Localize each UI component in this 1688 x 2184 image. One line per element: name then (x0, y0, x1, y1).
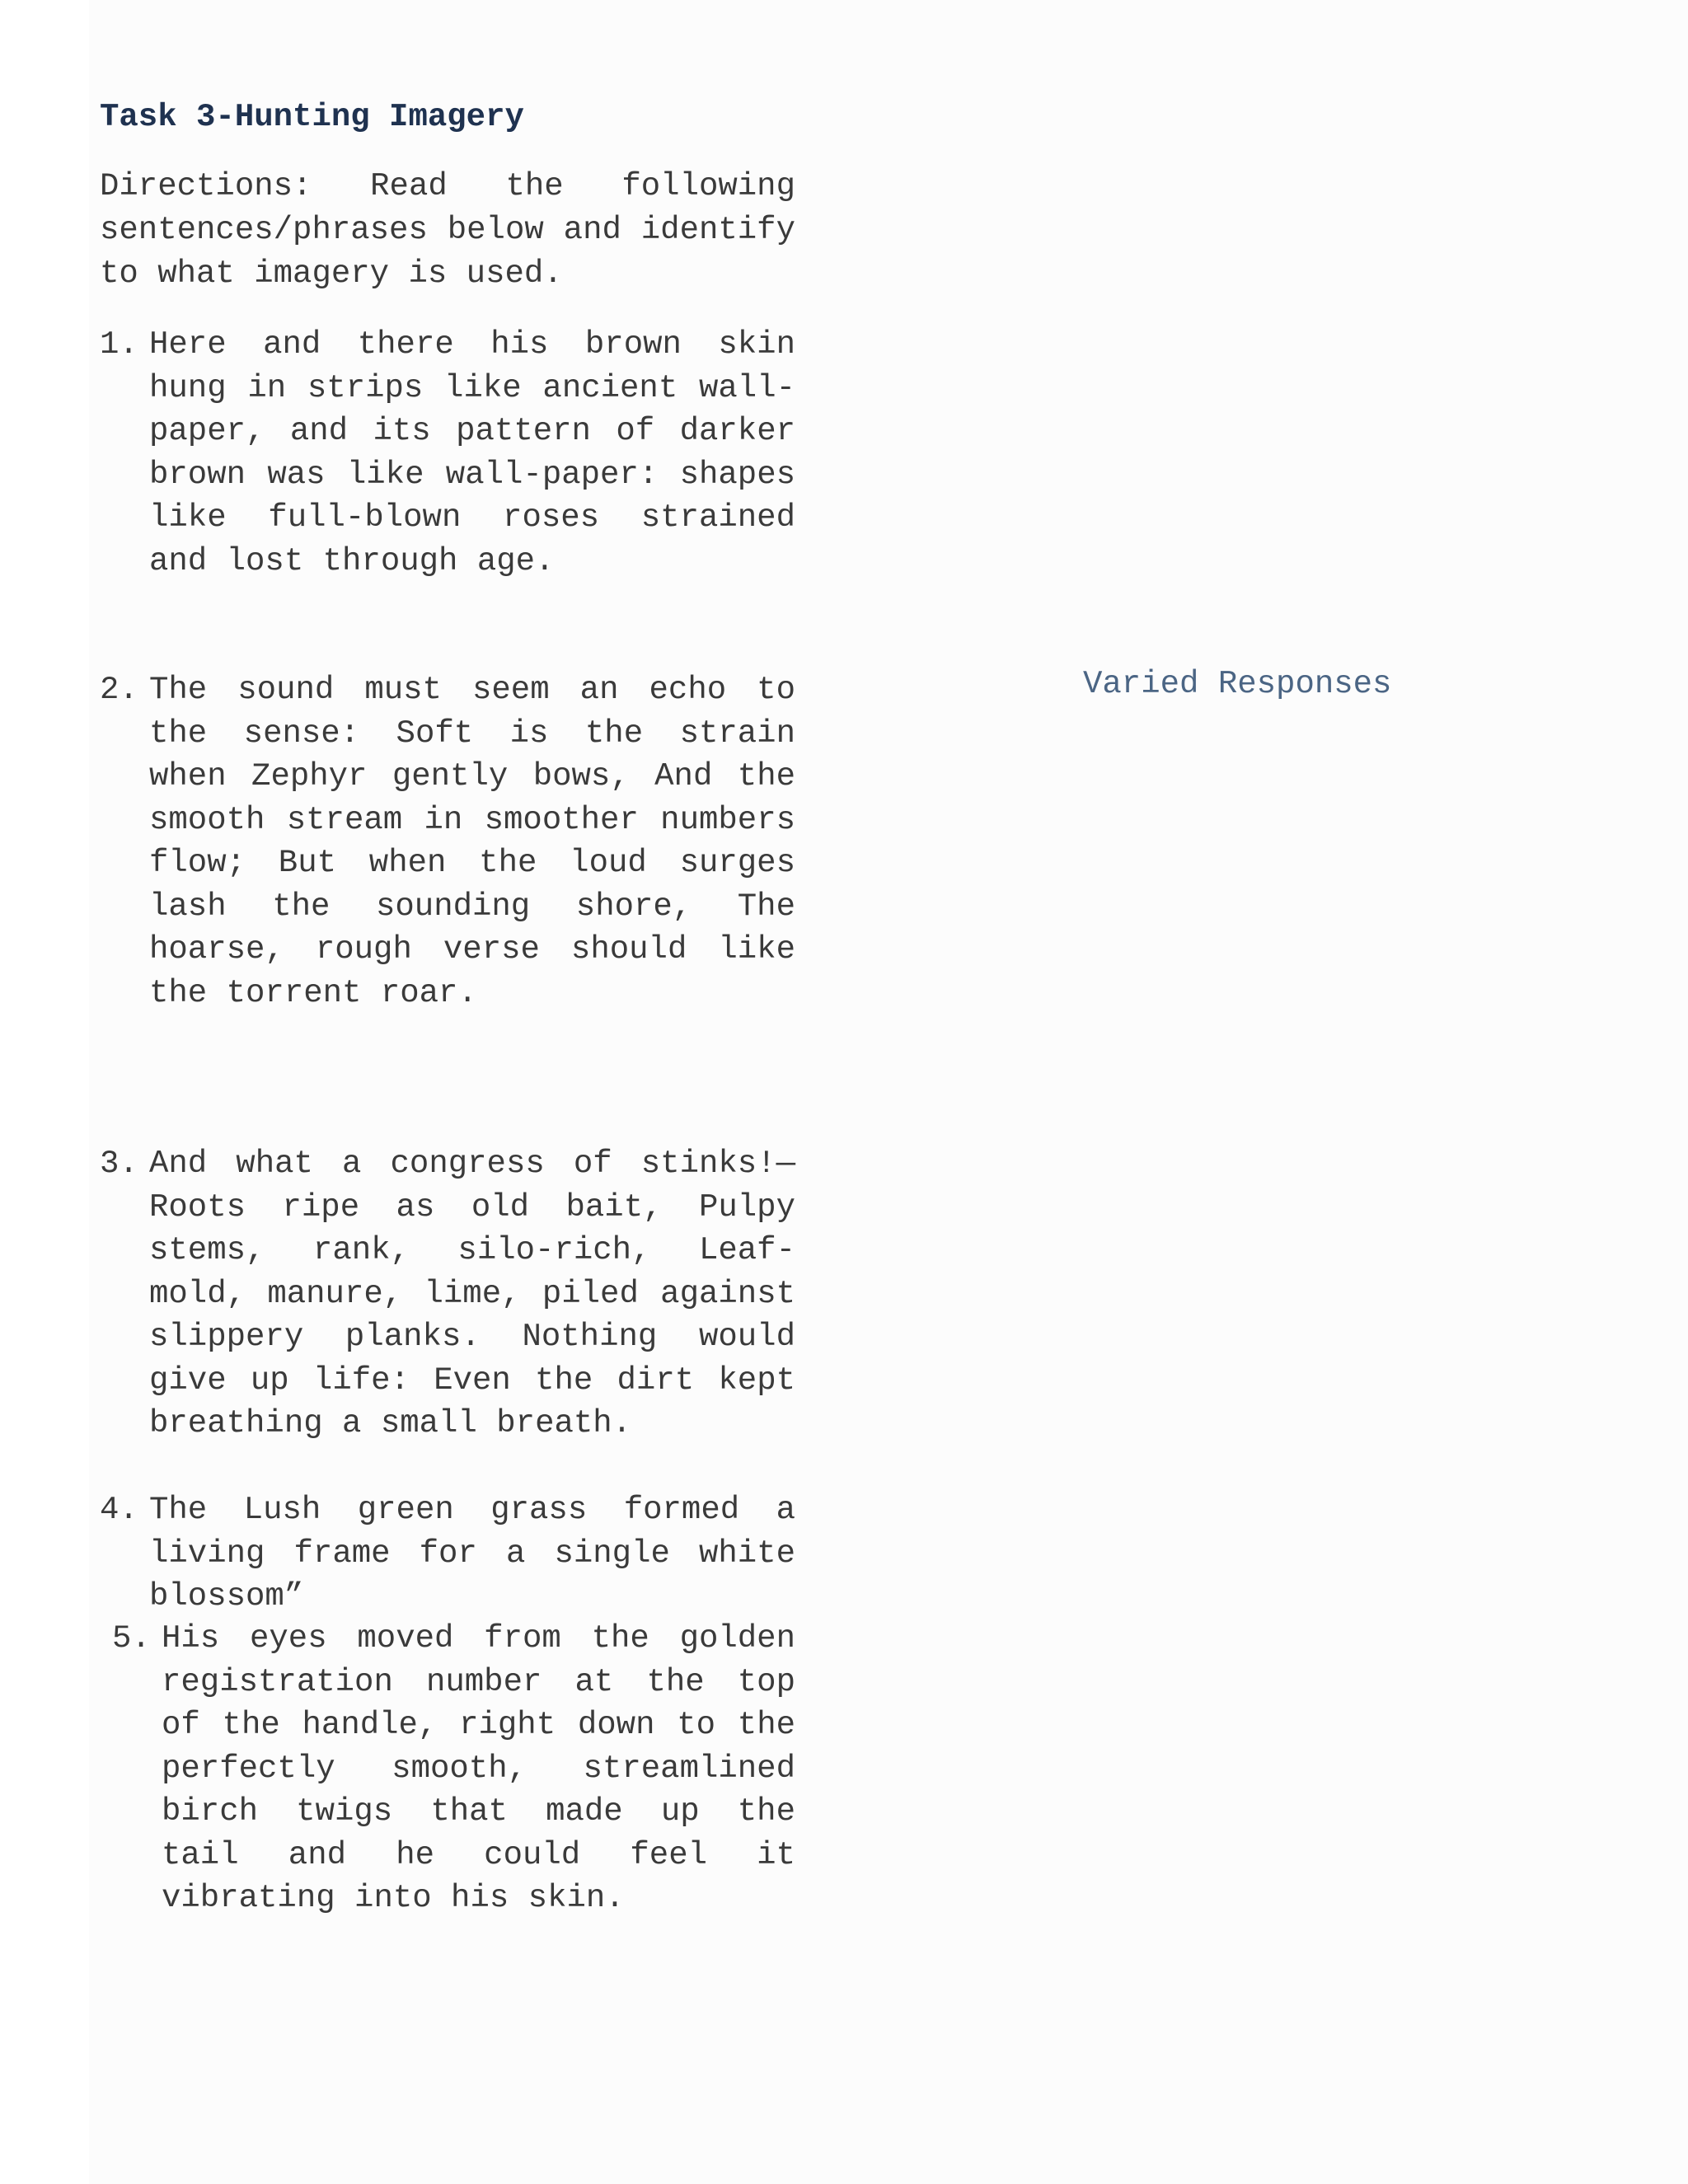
answer-text: Varied Responses (1083, 666, 1392, 702)
list-item (112, 1617, 795, 1920)
item-number: 1. (100, 326, 138, 363)
item-number: 3. (100, 1146, 138, 1182)
item-number: 2. (100, 672, 138, 708)
directions-text: Directions: Read the following sentences/phrases below and identify to what imagery is used. (100, 168, 795, 292)
item-number: 5. (112, 1620, 151, 1657)
task-title: Task 3-Hunting Imagery (100, 99, 524, 135)
item-text: Here and there his brown skin hung in strips like ancient wall-paper, and its pattern of darker brown was like wall-paper: shapes like full-blown roses strained and lost through age. (149, 326, 795, 579)
item-number: 4. (100, 1492, 138, 1528)
list-item (100, 1142, 795, 1446)
item-text: And what a congress of stinks!— Roots ripe as old bait, Pulpy stems, rank, silo-rich, Leaf-mold, manure, lime, piled against slippery planks. Nothing would give up life: Even the dirt kept breathing a small breath. (149, 1146, 795, 1441)
item-text: His eyes moved from the golden registration number at the top of the handle, right down to the perfectly smooth, streamlined birch twigs that made up the tail and he could feel it vibrating into his skin. (162, 1620, 795, 1916)
item-text: The sound must seem an echo to the sense: Soft is the strain when Zephyr gently bows, And the smooth stream in smoother numbers flow; But when the loud surges lash the sounding shore, The hoarse, rough verse should like the torrent roar. (149, 672, 795, 1011)
list-item (100, 1488, 795, 1619)
item-text: The Lush green grass formed a living frame for a single white blossom” (149, 1492, 795, 1615)
list-item (100, 323, 795, 583)
list-item (100, 668, 795, 1015)
